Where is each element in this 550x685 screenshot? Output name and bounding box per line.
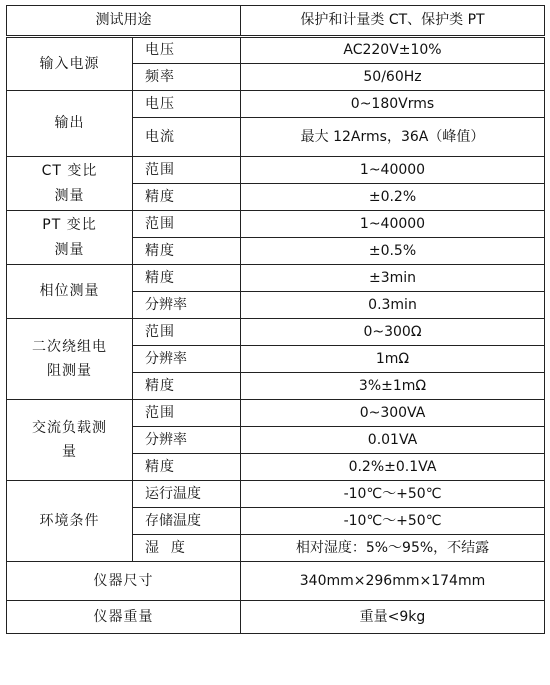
category-line: 阻测量: [47, 363, 92, 379]
header-test-purpose: 测试用途: [7, 6, 241, 37]
category-line: 量: [62, 444, 77, 460]
category-dimensions: 仪器尺寸: [7, 562, 241, 601]
category-secondary-resistance: [7, 319, 133, 400]
table-row: [7, 157, 545, 184]
table-row: [7, 265, 545, 292]
value-cell: 0~180Vrms: [241, 91, 545, 118]
value-cell: 1~40000: [241, 157, 545, 184]
sub-label: 分辨率: [133, 292, 241, 319]
sub-label: 电压: [133, 91, 241, 118]
spec-table-wrapper: [6, 5, 544, 634]
sub-label: 范围: [133, 400, 241, 427]
value-cell: 50/60Hz: [241, 64, 545, 91]
header-row: [7, 6, 545, 37]
value-cell: 3%±1mΩ: [241, 373, 545, 400]
category-pt-ratio: [7, 211, 133, 265]
sub-label: 精度: [133, 265, 241, 292]
value-cell: 重量<9kg: [241, 601, 545, 634]
value-cell: ±0.2%: [241, 184, 545, 211]
sub-label: 精度: [133, 238, 241, 265]
table-row: [7, 319, 545, 346]
table-row: [7, 211, 545, 238]
sub-label: 运行温度: [133, 481, 241, 508]
sub-label: 范围: [133, 319, 241, 346]
value-cell: 0.01VA: [241, 427, 545, 454]
category-input-power: 输入电源: [7, 37, 133, 91]
value-cell: 1mΩ: [241, 346, 545, 373]
sub-label: 精度: [133, 184, 241, 211]
header-applicable-types: 保护和计量类 CT、保护类 PT: [241, 6, 545, 37]
sub-label: 范围: [133, 157, 241, 184]
category-ct-ratio: [7, 157, 133, 211]
category-line: CT 变比: [41, 163, 98, 179]
sub-label: 频率: [133, 64, 241, 91]
category-line: 测量: [54, 241, 85, 258]
category-ac-burden: [7, 400, 133, 481]
sub-label: 范围: [133, 211, 241, 238]
sub-label: 湿 度: [133, 535, 241, 562]
table-row: [7, 91, 545, 118]
table-row: [7, 562, 545, 601]
value-cell: 0~300Ω: [241, 319, 545, 346]
category-line: 交流负载测: [32, 419, 107, 436]
sub-label: 电流: [133, 118, 241, 157]
value-cell: 0.2%±0.1VA: [241, 454, 545, 481]
category-line: 测量: [54, 187, 85, 204]
sub-label: 电压: [133, 37, 241, 64]
category-line: PT 变比: [42, 217, 97, 233]
value-cell: 最大 12Arms，36A（峰值）: [241, 118, 545, 157]
category-line: 二次绕组电: [32, 338, 107, 355]
value-cell: 相对湿度：5%～95%，不结露: [241, 535, 545, 562]
table-row: [7, 601, 545, 634]
category-weight: 仪器重量: [7, 601, 241, 634]
category-output: 输出: [7, 91, 133, 157]
table-row: [7, 400, 545, 427]
category-phase: 相位测量: [7, 265, 133, 319]
spec-table: [6, 5, 545, 634]
sub-label: 分辨率: [133, 427, 241, 454]
category-environment: 环境条件: [7, 481, 133, 562]
value-cell: AC220V±10%: [241, 37, 545, 64]
table-row: [7, 37, 545, 64]
table-row: [7, 481, 545, 508]
sub-label: 精度: [133, 454, 241, 481]
value-cell: ±3min: [241, 265, 545, 292]
sub-label: 存储温度: [133, 508, 241, 535]
value-cell: 1~40000: [241, 211, 545, 238]
value-cell: ±0.5%: [241, 238, 545, 265]
sub-label: 精度: [133, 373, 241, 400]
value-cell: 0~300VA: [241, 400, 545, 427]
value-cell: -10℃～+50℃: [241, 508, 545, 535]
value-cell: 0.3min: [241, 292, 545, 319]
sub-label: 分辨率: [133, 346, 241, 373]
value-cell: 340mm×296mm×174mm: [241, 562, 545, 601]
value-cell: -10℃～+50℃: [241, 481, 545, 508]
